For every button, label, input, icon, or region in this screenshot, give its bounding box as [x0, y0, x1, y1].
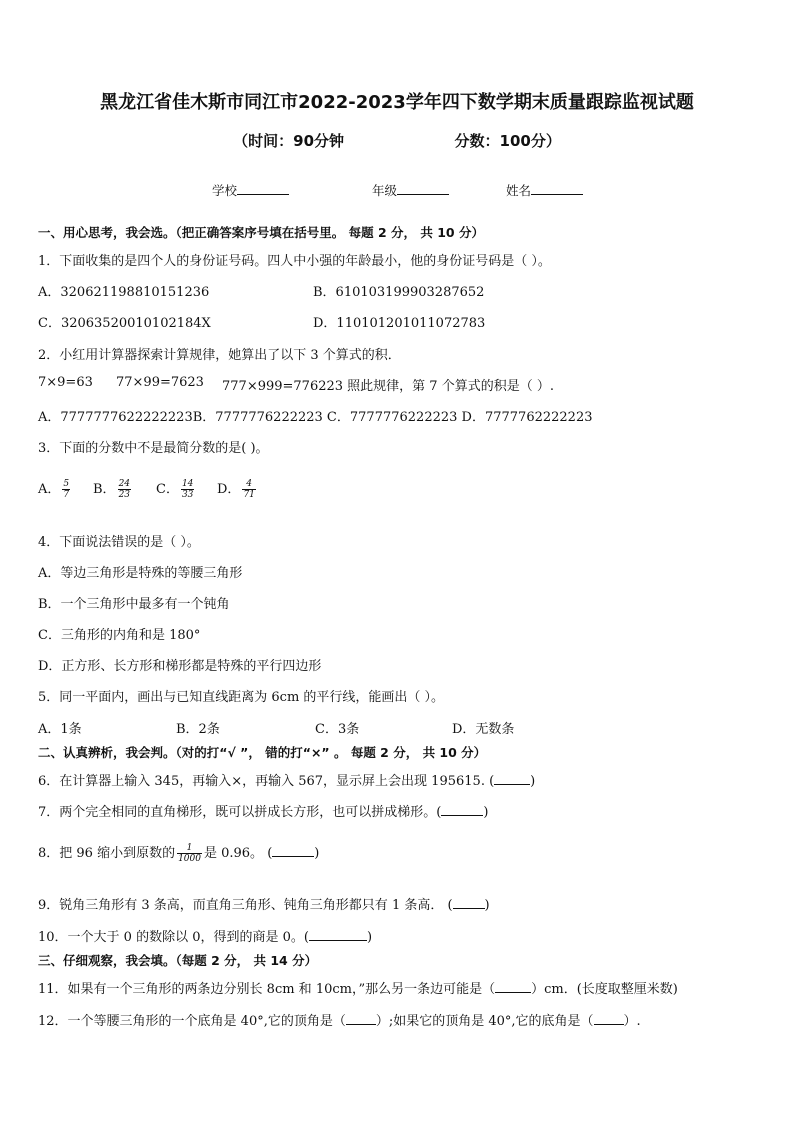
q5-option-b: B．2条 [176, 722, 220, 737]
section3-heading: 三、仔细观察，我会填。（每题 2 分， 共 14 分） [38, 953, 318, 968]
q6-answer-blank[interactable] [494, 772, 530, 785]
fraction: $\frac{14}{33}$ [181, 479, 194, 500]
q2-stem: 2．小红用计算器探索计算规律，她算出了以下 3 个算式的积． [38, 348, 401, 363]
section2-heading: 二、认真辨析，我会判。（对的打“√ ”， 错的打“×” 。 每题 2 分， 共 10 分） [38, 745, 487, 760]
grade-blank[interactable] [397, 182, 449, 195]
fraction: $\frac{24}{23}$ [118, 479, 131, 500]
q4-option-a: A．等边三角形是特殊的等腰三角形 [38, 566, 243, 581]
q3-option-c: C． $\frac{14}{33}$ [156, 479, 194, 500]
exam-meta [0, 130, 794, 151]
name-field [506, 181, 583, 199]
q7-text: 7．两个完全相同的直角梯形，既可以拼成长方形，也可以拼成梯形。( ) [38, 805, 489, 820]
school-blank[interactable] [237, 182, 289, 195]
q1-option-d: D．110101201011072783 [313, 316, 486, 331]
fraction: $\frac{4}{71}$ [243, 479, 255, 500]
q12-answer-blank-1[interactable] [346, 1012, 376, 1025]
q4-option-d: D．正方形、长方形和梯形都是特殊的平行四边形 [38, 659, 322, 674]
q3-stem: 3．下面的分数中不是最简分数的是( )。 [38, 441, 269, 456]
q5-stem: 5．同一平面内，画出与已知直线距离为 6cm 的平行线，能画出（ ）。 [38, 690, 445, 705]
q4-stem: 4．下面说法错误的是（ ）。 [38, 535, 200, 550]
q9-text: 9．锐角三角形有 3 条高，而直角三角形、钝角三角形都只有 1 条高． ( ) [38, 898, 490, 913]
q3-option-d: D． $\frac{4}{71}$ [217, 479, 255, 500]
q9-answer-blank[interactable] [453, 896, 485, 909]
q12-text: 12．一个等腰三角形的一个底角是 40°,它的顶角是（ ）;如果它的顶角是 40°,它的底角是（ ）. [38, 1014, 641, 1029]
name-label: 姓名 [506, 183, 532, 198]
q11-answer-blank[interactable] [495, 980, 531, 993]
q2-options: A．7777777622222223B．7777776222223 C．7777776222223 D．7777762222223 [38, 410, 593, 425]
q12-answer-blank-2[interactable] [594, 1012, 624, 1025]
exam-score: 分数：100分） [454, 132, 561, 150]
fraction: $\frac{1}{1000}$ [178, 843, 201, 864]
q7-answer-blank[interactable] [441, 803, 483, 816]
q2-expr2: 77×99=7623 [116, 375, 204, 390]
q1-option-b: B．610103199903287652 [313, 285, 485, 300]
q1-option-a: A．320621198810151236 [38, 285, 210, 300]
q4-option-b: B．一个三角形中最多有一个钝角 [38, 597, 230, 612]
school-label: 学校 [212, 183, 238, 198]
q8-answer-blank[interactable] [272, 844, 314, 857]
q2-expr3: 777×999=776223 照此规律，第 7 个算式的积是（ ）. [222, 379, 554, 394]
q1-stem: 1．下面收集的是四个人的身份证号码。四人中小强的年龄最小，他的身份证号码是（ ）。 [38, 254, 551, 269]
q5-option-c: C．3条 [315, 722, 360, 737]
q2-expr1: 7×9=63 [38, 375, 93, 390]
q3-option-a: A． $\frac{5}{7}$ [38, 479, 70, 500]
fraction: $\frac{5}{7}$ [63, 479, 70, 500]
name-blank[interactable] [531, 182, 583, 195]
q3-option-b: B． $\frac{24}{23}$ [93, 479, 131, 500]
q4-option-c: C．三角形的内角和是 180° [38, 628, 201, 643]
q5-option-d: D．无数条 [452, 722, 515, 737]
q10-text: 10．一个大于 0 的数除以 0，得到的商是 0。( ) [38, 930, 373, 945]
q5-option-a: A．1条 [38, 722, 82, 737]
q10-answer-blank[interactable] [309, 928, 367, 941]
grade-field [372, 181, 449, 199]
section1-heading: 一、用心思考，我会选。（把正确答案序号填在括号里。 每题 2 分， 共 10 分） [38, 225, 484, 240]
exam-time: （时间：90分钟 [233, 132, 345, 150]
q1-option-c: C．32063520010102184X [38, 316, 211, 331]
q8-text: 8．把 96 缩小到原数的 $\frac{1}{1000}$ 是 0.96。 ( ) [38, 843, 320, 864]
page-title: 黑龙江省佳木斯市同江市2022-2023学年四下数学期末质量跟踪监视试题 [100, 92, 694, 113]
grade-label: 年级 [372, 183, 398, 198]
q11-text: 11．如果有一个三角形的两条边分别长 8cm 和 10cm，”那么另一条边可能是（ ）cm．(长度取整厘米数) [38, 982, 678, 997]
school-field [212, 181, 289, 199]
q6-text: 6．在计算器上输入 345，再输入×，再输入 567，显示屏上会出现 195615. ( ) [38, 774, 536, 789]
